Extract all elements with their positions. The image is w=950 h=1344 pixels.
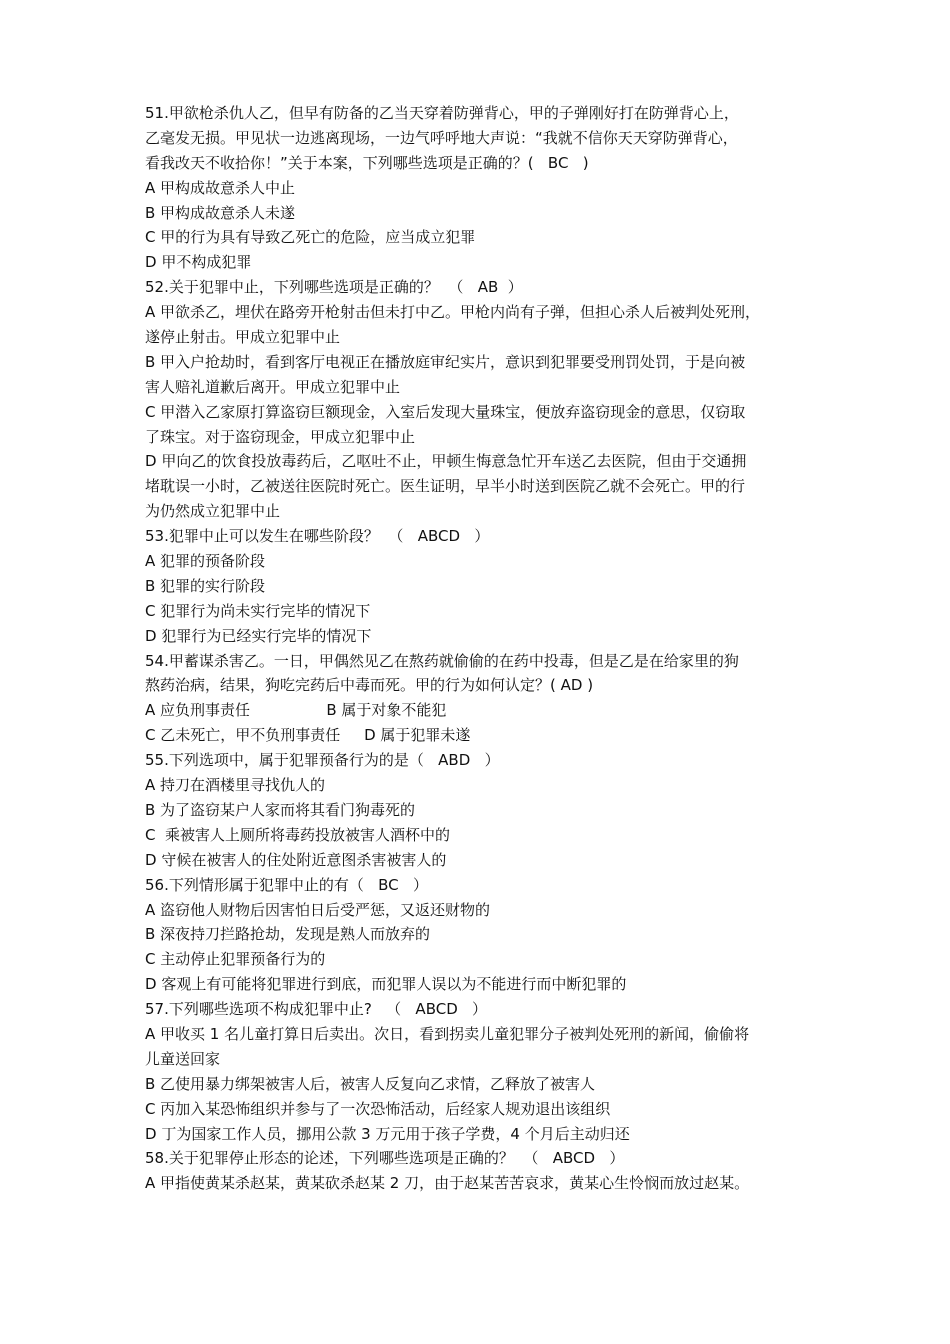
q52-option-d-line-2: 堵耽误一小时，乙被送往医院时死亡。医生证明，早半小时送到医院乙就不会死亡。甲的行 bbox=[145, 477, 746, 496]
q53-stem: 53.犯罪中止可以发生在哪些阶段？ （ ABCD ） bbox=[145, 527, 490, 546]
q52-stem: 52.关于犯罪中止，下列哪些选项是正确的？ （ AB ） bbox=[145, 278, 523, 297]
q57-option-b: B 乙使用暴力绑架被害人后，被害人反复向乙求情，乙释放了被害人 bbox=[145, 1074, 596, 1093]
document-body bbox=[145, 101, 825, 1196]
q54-stem-line-2: 熬药治病，结果，狗吃完药后中毒而死。甲的行为如何认定？( AD ) bbox=[145, 676, 594, 695]
q52-option-d-line-1: D 甲向乙的饮食投放毒药后，乙呕吐不止，甲顿生悔意急忙开车送乙去医院，但由于交通拥 bbox=[145, 452, 747, 471]
q54-options-a-b: A 应负刑事责任 B 属于对象不能犯 bbox=[145, 701, 447, 720]
q53-option-c: C 犯罪行为尚未实行完毕的情况下 bbox=[145, 601, 371, 620]
q52-option-b-line-2: 害人赔礼道歉后离开。甲成立犯罪中止 bbox=[145, 377, 401, 396]
q51-stem-line-2: 乙毫发无损。甲见状一边逃离现场，一边气呼呼地大声说：“我就不信你天天穿防弹背心， bbox=[145, 128, 738, 147]
q57-option-c: C 丙加入某恐怖组织并参与了一次恐怖活动，后经家人规劝退出该组织 bbox=[145, 1099, 611, 1118]
q56-stem: 56.下列情形属于犯罪中止的有（ BC ） bbox=[145, 875, 428, 894]
q51-option-c: C 甲的行为具有导致乙死亡的危险，应当成立犯罪 bbox=[145, 228, 476, 247]
q55-option-a: A 持刀在酒楼里寻找仇人的 bbox=[145, 776, 326, 795]
q57-option-a-line-1: A 甲收买 1 名儿童打算日后卖出。次日，看到拐卖儿童犯罪分子被判处死刑的新闻，偷偷将 bbox=[145, 1024, 750, 1043]
q52-option-a-line-1: A 甲欲杀乙，埋伏在路旁开枪射击但未打中乙。甲枪内尚有子弹，但担心杀人后被判处死刑， bbox=[145, 303, 761, 322]
q52-option-d-line-3: 为仍然成立犯罪中止 bbox=[145, 502, 281, 521]
q56-option-d: D 客观上有可能将犯罪进行到底，而犯罪人误以为不能进行而中断犯罪的 bbox=[145, 975, 627, 994]
q51-option-d: D 甲不构成犯罪 bbox=[145, 253, 252, 272]
q55-stem: 55.下列选项中，属于犯罪预备行为的是（ ABD ） bbox=[145, 751, 500, 770]
q51-stem-line-3: 看我改天不收拾你！”关于本案，下列哪些选项是正确的？( BC ) bbox=[145, 153, 589, 172]
q58-stem: 58.关于犯罪停止形态的论述，下列哪些选项是正确的？ （ ABCD ） bbox=[145, 1149, 625, 1168]
q55-option-c: C 乘被害人上厕所将毒药投放被害人酒杯中的 bbox=[145, 825, 451, 844]
q54-stem-line-1: 54.甲蓄谋杀害乙。一日，甲偶然见乙在熬药就偷偷的在药中投毒，但是乙是在给家里的狗 bbox=[145, 651, 739, 670]
q52-option-c-line-2: 了珠宝。对于盗窃现金，甲成立犯罪中止 bbox=[145, 427, 416, 446]
q55-option-b: B 为了盗窃某户人家而将其看门狗毒死的 bbox=[145, 800, 416, 819]
q53-option-a: A 犯罪的预备阶段 bbox=[145, 552, 266, 571]
q57-option-a-line-2: 儿童送回家 bbox=[145, 1049, 221, 1068]
q53-option-b: B 犯罪的实行阶段 bbox=[145, 576, 266, 595]
q53-option-d: D 犯罪行为已经实行完毕的情况下 bbox=[145, 626, 372, 645]
q52-option-b-line-1: B 甲入户抢劫时，看到客厅电视正在播放庭审纪实片，意识到犯罪要受刑罚处罚，于是向被 bbox=[145, 352, 746, 371]
q55-option-d: D 守候在被害人的住处附近意图杀害被害人的 bbox=[145, 850, 447, 869]
q58-option-a-line-1: A 甲指使黄某杀赵某，黄某砍杀赵某 2 刀，由于赵某苦苦哀求，黄某心生怜悯而放过赵某。 bbox=[145, 1174, 750, 1193]
q56-option-c: C 主动停止犯罪预备行为的 bbox=[145, 950, 326, 969]
q54-options-c-d: C 乙未死亡，甲不负刑事责任 D 属于犯罪未遂 bbox=[145, 726, 471, 745]
q52-option-c-line-1: C 甲潜入乙家原打算盗窃巨额现金，入室后发现大量珠宝，便放弃盗窃现金的意思，仅窃取 bbox=[145, 402, 746, 421]
q51-stem-line-1: 51.甲欲枪杀仇人乙，但早有防备的乙当天穿着防弹背心，甲的子弹刚好打在防弹背心上， bbox=[145, 104, 739, 122]
q56-option-a: A 盗窃他人财物后因害怕日后受严惩，又返还财物的 bbox=[145, 900, 491, 919]
q56-option-b: B 深夜持刀拦路抢劫，发现是熟人而放弃的 bbox=[145, 925, 431, 944]
q51-option-a: A 甲构成故意杀人中止 bbox=[145, 178, 296, 197]
q57-option-d: D 丁为国家工作人员，挪用公款 3 万元用于孩子学费，4 个月后主动归还 bbox=[145, 1124, 630, 1143]
q51-option-b: B 甲构成故意杀人未遂 bbox=[145, 203, 296, 222]
q52-option-a-line-2: 遂停止射击。甲成立犯罪中止 bbox=[145, 328, 341, 347]
q57-stem: 57.下列哪些选项不构成犯罪中止? （ ABCD ） bbox=[145, 1000, 488, 1019]
